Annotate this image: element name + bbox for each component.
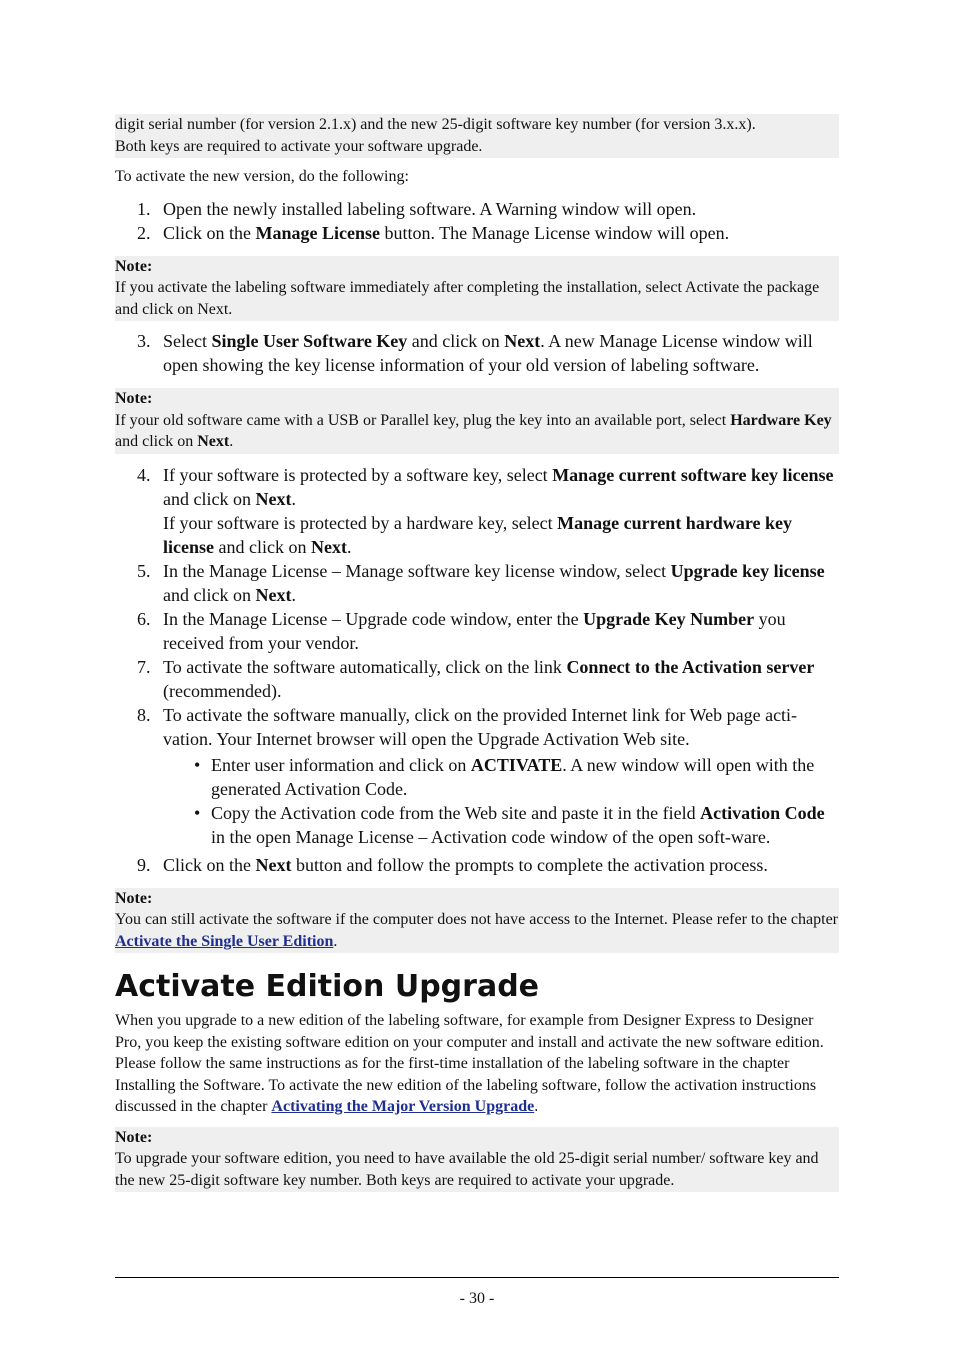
step-8: 8. To activate the software manually, click on the provided Internet link for Web page acti-vation. Your Internet browser will open the Upgrade Activation Web site.	[137, 704, 798, 749]
note-3	[115, 888, 839, 954]
note-4	[115, 1127, 839, 1193]
page-content	[115, 114, 839, 1192]
steps-list-d	[115, 853, 839, 877]
note-2-text: If your old software came with a USB or Parallel key, plug the key into an available port, select Hardware Key and click on Next.	[115, 411, 832, 450]
page-number: - 30 -	[459, 1290, 495, 1307]
step-3: 3. Select Single User Software Key and click on Next. A new Manage License window will open showing the key license information of your old version of labeling software.	[137, 331, 813, 375]
intro-note-line2: Both keys are required to activate your software upgrade.	[115, 137, 483, 155]
note-1-label: Note:	[115, 257, 153, 275]
bullet-dot-icon: •	[194, 754, 201, 775]
link-major-version-upgrade[interactable]: Activating the Major Version Upgrade	[271, 1098, 535, 1115]
bullet-item: • Enter user information and click on ACTIVATE. A new window will open with the generated Activation Code.	[194, 754, 815, 799]
steps-list-a	[115, 197, 839, 245]
bullet-item: • Copy the Activation code from the Web site and paste it in the field Activation Code in the open Manage License – Activation code window of the open soft-ware.	[194, 802, 825, 847]
step-2: 2. Click on the Manage License button. The Manage License window will open.	[137, 222, 730, 243]
note-3-text: You can still activate the software if the computer does not have access to the Internet. Please refer to the chapter Activate the Single User Edition.	[115, 911, 838, 950]
bullet-dot-icon: •	[194, 802, 201, 823]
link-activate-single-user[interactable]: Activate the Single User Edition	[115, 932, 334, 950]
note-3-label: Note:	[115, 889, 153, 907]
section-heading: Activate Edition Upgrade	[115, 969, 540, 1004]
intro-note	[115, 114, 839, 158]
step-1: 1. Open the newly installed labeling software. A Warning window will open.	[137, 198, 697, 219]
step-4: 4. If your software is protected by a software key, select Manage current software key license and click on Next. If your software is protected by a hardware key, select Manage current hardware key license and click on Next.	[137, 464, 834, 557]
step-7: 7. To activate the software automatically, click on the link Connect to the Activation server (recommended).	[137, 656, 815, 701]
step-5: 5. In the Manage License – Manage software key license window, select Upgrade key license and click on Next.	[137, 560, 825, 605]
footer-divider	[115, 1277, 839, 1278]
section-paragraph: When you upgrade to a new edition of the labeling software, for example from Designer Express to Designer Pro, you keep the existing software edition on your computer and install and activate the new software edition. Please follow the same instructions as for the first-time installation of the labeling software in the chapter Installing the Software. To activate the new edition of the labeling software, follow the activation instructions discussed in the chapter Activating the Major Version Upgrade.	[115, 1012, 824, 1115]
note-1	[115, 256, 839, 322]
step-9: 9. Click on the Next button and follow the prompts to complete the activation process.	[137, 854, 768, 875]
steps-list-c	[115, 463, 839, 751]
step-6: 6. In the Manage License – Upgrade code window, enter the Upgrade Key Number you received from your vendor.	[137, 608, 786, 653]
steps-list-b	[115, 329, 839, 377]
note-2	[115, 388, 839, 454]
step-8-bullets	[115, 753, 839, 849]
note-2-label: Note:	[115, 390, 153, 407]
note-4-text: To upgrade your software edition, you need to have available the old 25-digit serial number/ software key and the new 25-digit software key number. Both keys are required to activate your upgrade.	[115, 1150, 819, 1189]
note-4-label: Note:	[115, 1128, 153, 1146]
intro-note-line1: digit serial number (for version 2.1.x) and the new 25-digit software key number (for version 3.x.x).	[115, 116, 756, 133]
note-1-text: If you activate the labeling software immediately after completing the installation, select Activate the package and click on Next.	[115, 279, 820, 318]
intro-text: To activate the new version, do the following:	[115, 168, 409, 185]
